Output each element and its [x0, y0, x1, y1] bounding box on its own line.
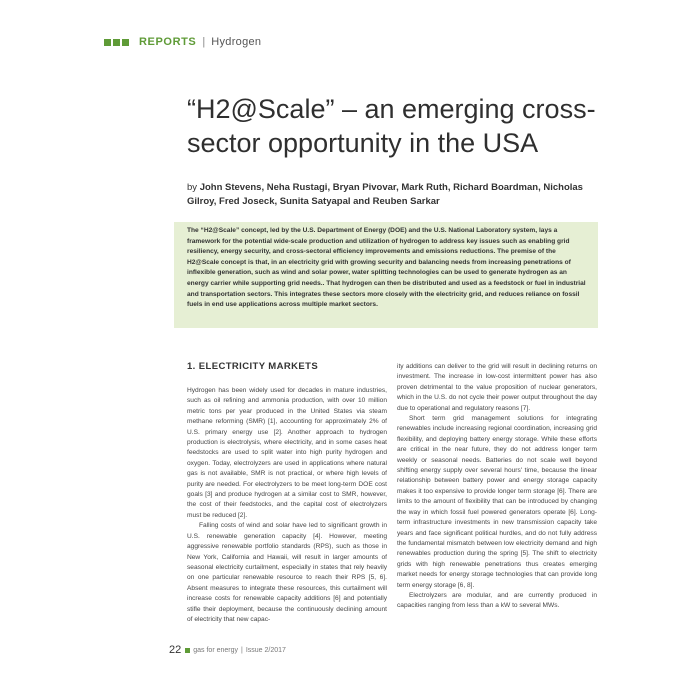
publication-name: gas for energy: [193, 646, 238, 654]
issue-label: Issue 2/2017: [245, 646, 286, 654]
body-paragraph: Hydrogen has been widely used for decades in mature industries, such as oil refining and ammonia production, with over 10 million metric tons per year produced in the United States via steam methane reforming (SMR) [1], accounting for approximately 2% of U.S. primary energy use [2]. Another approach to hydrogen production is electrolysis, where electricity, and in some cases heat feedstocks are used to split water into high purity hydrogen and oxygen. Today, electrolyzers are used in applications where natural gas is not available, SMR is not practical, or where high levels of purity are needed. For electrolyzers to be meet long-term DOE cost goals [3] and produce hydrogen at a similar cost to SMR, however, the cost of their feedstocks, and the capital cost of electrolyzers must be reduced [2].: [187, 387, 387, 519]
section-header: [104, 35, 261, 49]
section-heading: 1. ELECTRICITY MARKETS: [187, 361, 319, 372]
footer-square-icon: [185, 648, 190, 653]
footer-separator: |: [241, 646, 243, 654]
topic-label: Hydrogen: [211, 36, 262, 48]
abstract-text: The “H2@Scale” concept, led by the U.S. Department of Energy (DOE) and the U.S. National Laboratory system, lays a framework for the potential wide-scale production and utilization of hydrogen to address key issues such as enabling grid resiliency, energy security, and cross-sectoral efficiency improvements and emissions reductions. The premise of the H2@Scale concept is that, in an electricity grid with growing security and balancing needs from increasing penetrations of inflexible generation, such as wind and solar power, water splitting technologies can be used to generate hydrogen as an energy carrier while supporting grid needs.. That hydrogen can then be distributed and used as a feedstock or fuel in industrial and transportation sectors. This integrates these sectors more closely with the electricity grid, and reduces reliance on fossil fuels in end use applications across multiple market sectors.: [187, 227, 586, 309]
page-number: 22: [169, 644, 182, 656]
abstract-box: [174, 222, 598, 328]
author-list: John Stevens, Neha Rustagi, Bryan Pivovar, Mark Ruth, Richard Boardman, Nicholas Gilroy, Fred Joseck, Sunita Satyapal and Reuben Sarkar: [187, 182, 583, 207]
article-title: “H2@Scale” – an emerging cross-sector opportunity in the USA: [187, 94, 596, 158]
text-column-right: [397, 362, 597, 612]
body-paragraph: Falling costs of wind and solar have led to significant growth in U.S. renewable generation capacity [4]. However, meeting aggressive renewable portfolio standards (RPS), such as those in New York, California and Hawaii, will result in larger amounts of seasonal electricity curtailment, especially in states that rely heavily on one particular renewable resource to reach their RPS [5, 6]. Absent measures to integrate these resources, this curtailment will increase costs for renewable capacity additions [6] and potentially stifle their deployment, because the continuously declining amount of electricity that new capac-: [187, 522, 387, 623]
body-paragraph: Short term grid management solutions for integrating renewables include increasing regional coordination, increasing grid flexibility, and deploying battery energy storage. While these efforts are critical in the near future, they do not address longer term weekly or seasonal needs. Batteries do not scale well beyond shifting energy supply over several hours' time, because the linear relationship between battery power and energy storage capacity makes it too expensive to provide longer term storage [6]. There are limits to the amount of flexibility that can be introduced by changing the way in which fossil fuel powered generators operate [6]. Long-term infrastructure investments in new transmission capacity take years and face significant political hurdles, and do not fully address the fundamental mismatch between low electricity demand and high renewables production during the spring [5]. The shift to electricity grids with high renewable penetrations thus creates emerging market needs for energy storage technologies that can provide long term energy storage [6, 8].: [397, 415, 597, 589]
header-square-icon: [104, 39, 111, 46]
section-label: REPORTS: [139, 36, 197, 48]
text-column-left: [187, 362, 387, 625]
header-square-icon: [113, 39, 120, 46]
body-paragraph: ity additions can deliver to the grid will result in declining returns on investment. The increase in low-cost intermittent power has also proven detrimental to the value proposition of nuclear generators, which in the U.S. do not cycle their power output throughout the day due to operational and regulatory reasons [7].: [397, 363, 597, 412]
header-separator: |: [202, 36, 206, 48]
body-paragraph: Electrolyzers are modular, and are currently produced in capacities ranging from less than a kW to several MWs.: [397, 591, 597, 610]
header-square-icon: [122, 39, 129, 46]
author-byline: [187, 181, 587, 209]
byline-prefix: by: [187, 182, 198, 193]
page-footer: [169, 644, 286, 656]
